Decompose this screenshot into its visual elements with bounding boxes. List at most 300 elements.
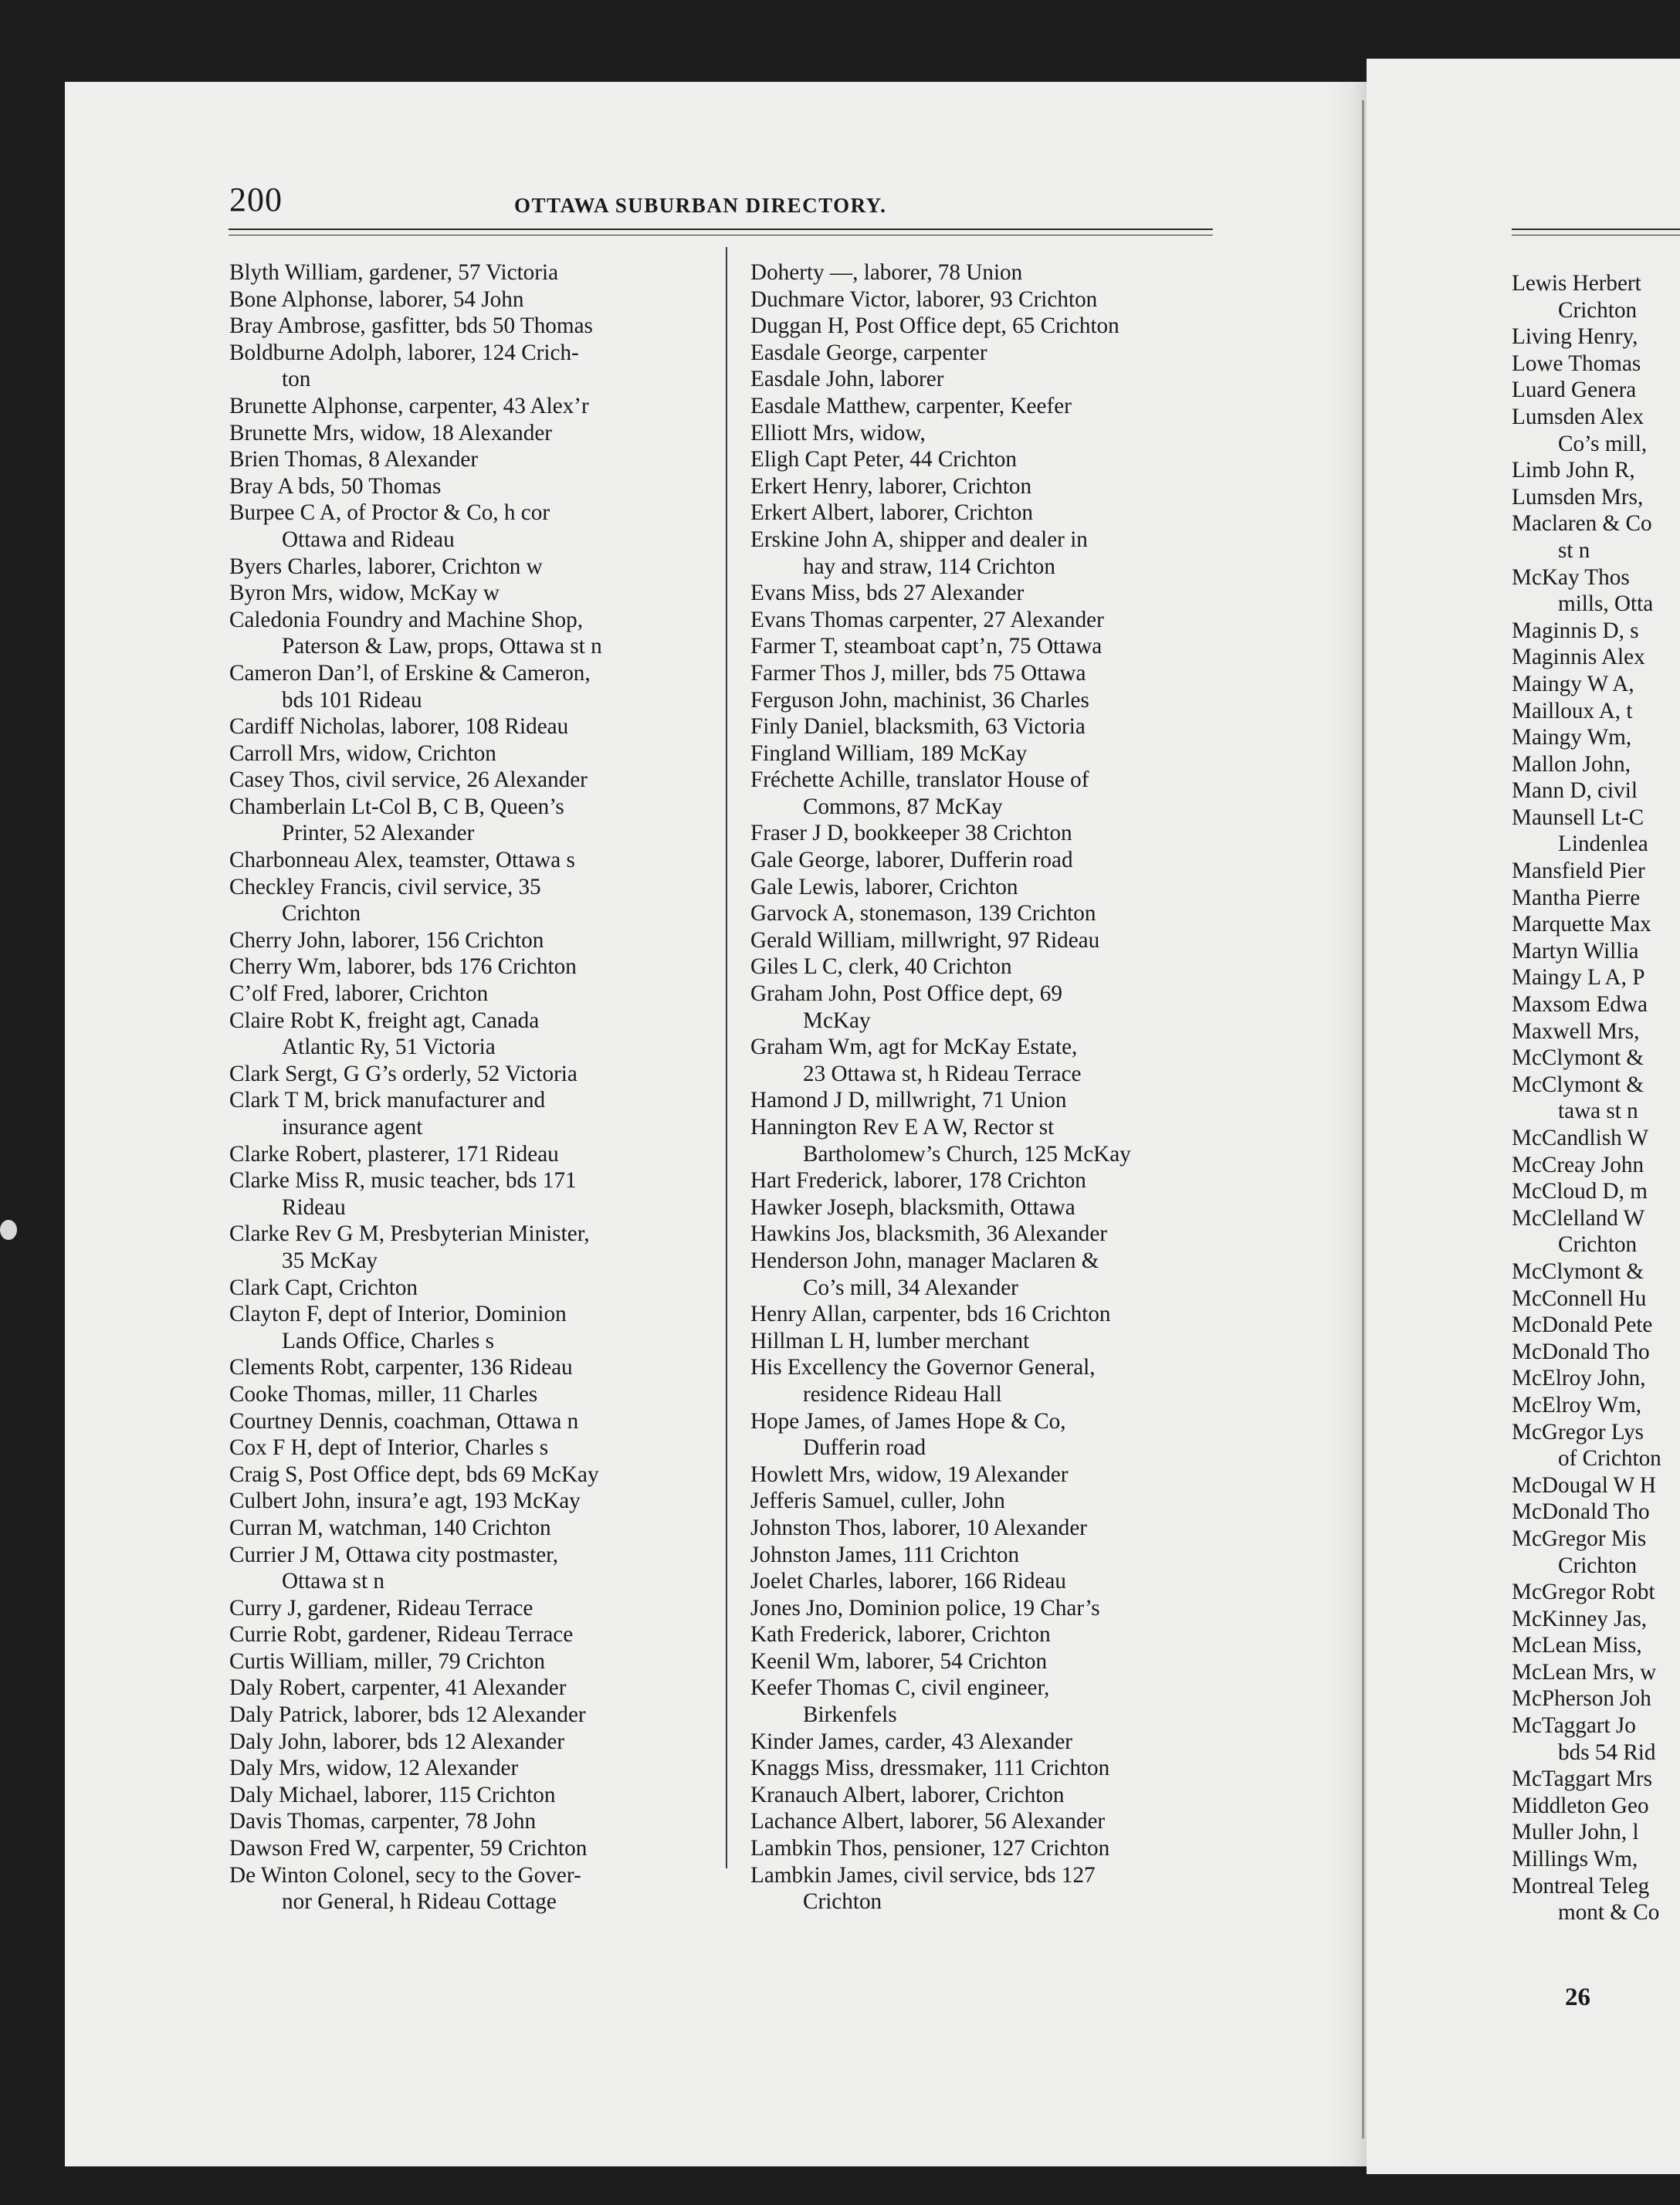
entry-line: Lowe Thomas <box>1512 351 1641 376</box>
entry-line: Jefferis Samuel, culler, John <box>750 1489 1005 1514</box>
directory-entry <box>229 660 602 713</box>
entry-continuation: bds 54 Rid <box>1558 1739 1656 1765</box>
directory-entry <box>750 1488 1131 1515</box>
entry-line: Byers Charles, laborer, Crichton w <box>229 554 543 579</box>
entry-line: McCandlish W <box>1512 1126 1649 1150</box>
entry-line: Maxwell Mrs, <box>1512 1018 1640 1044</box>
entry-line: Byron Mrs, widow, McKay w <box>229 581 500 606</box>
directory-entry <box>229 393 602 420</box>
directory-entry <box>1512 698 1661 725</box>
directory-entry <box>750 1782 1131 1809</box>
entry-line: Johnston Thos, laborer, 10 Alexander <box>750 1515 1088 1540</box>
entry-line: Mallon John, <box>1512 751 1631 777</box>
entry-line: De Winton Colonel, secy to the Gover- <box>229 1862 581 1888</box>
entry-continuation: ton <box>282 367 311 392</box>
entry-line: Garvock A, stonemason, 139 Crichton <box>750 901 1096 926</box>
directory-entry <box>1512 1793 1661 1820</box>
directory-entry <box>750 1034 1131 1087</box>
directory-entry <box>229 1782 602 1809</box>
directory-entry <box>229 580 602 607</box>
directory-entry <box>1512 1392 1661 1419</box>
directory-entry <box>229 313 602 340</box>
entry-continuation: of Crichton <box>1558 1446 1661 1472</box>
directory-entry <box>750 340 1131 367</box>
directory-entry <box>229 473 602 500</box>
entry-continuation: residence Rideau Hall <box>803 1381 1002 1407</box>
entry-continuation: bds 101 Rideau <box>282 687 422 713</box>
directory-entry <box>229 286 602 313</box>
entry-line: Muller John, l <box>1512 1820 1639 1845</box>
directory-entry <box>750 1462 1131 1489</box>
directory-entry <box>229 607 602 660</box>
directory-entry <box>1512 351 1661 378</box>
entry-continuation: Lindenlea <box>1558 832 1648 857</box>
entry-line: Cherry Wm, laborer, bds 176 Crichton <box>229 954 577 980</box>
signature-mark: 26 <box>1565 1983 1590 2011</box>
entry-line: McDonald Tho <box>1512 1499 1650 1525</box>
header-rule-top <box>229 229 1213 230</box>
entry-line: Graham Wm, agt for McKay Estate, <box>750 1035 1078 1060</box>
directory-entry <box>750 446 1131 473</box>
entry-line: Boldburne Adolph, laborer, 124 Crich- <box>229 340 579 365</box>
directory-entry <box>229 1515 602 1542</box>
entry-line: Erskine John A, shipper and dealer in <box>750 527 1088 552</box>
directory-entry <box>750 259 1131 286</box>
entry-continuation: Printer, 52 Alexander <box>282 821 475 846</box>
entry-line: Brunette Mrs, widow, 18 Alexander <box>229 420 553 445</box>
entry-line: Eligh Capt Peter, 44 Crichton <box>750 447 1017 472</box>
entry-line: Bray A bds, 50 Thomas <box>229 473 442 499</box>
directory-entry <box>229 1167 602 1221</box>
entry-line: Jones Jno, Dominion police, 19 Char’s <box>750 1595 1100 1621</box>
directory-entry <box>750 1194 1131 1221</box>
entry-continuation: McKay <box>803 1008 871 1033</box>
directory-entry <box>229 713 602 740</box>
directory-entry <box>229 446 602 473</box>
entry-line: Limb John R, <box>1512 458 1635 483</box>
directory-entry <box>1512 1285 1661 1312</box>
directory-entry <box>229 953 602 981</box>
entry-line: Gale Lewis, laborer, Crichton <box>750 874 1018 899</box>
directory-entry <box>750 1835 1131 1862</box>
entry-line: Doherty —, laborer, 78 Union <box>750 260 1023 285</box>
directory-entry <box>1512 270 1661 323</box>
directory-entry <box>229 1408 602 1435</box>
entry-line: Marquette Max <box>1512 912 1651 937</box>
entry-line: Lambkin James, civil service, bds 127 <box>750 1862 1096 1888</box>
entry-line: Easdale George, carpenter <box>750 340 987 365</box>
entry-line: McDonald Pete <box>1512 1312 1653 1338</box>
directory-entry <box>750 393 1131 420</box>
entry-line: Carroll Mrs, widow, Crichton <box>229 740 496 766</box>
directory-entry <box>1512 777 1661 804</box>
entry-line: McLean Miss, <box>1512 1633 1642 1658</box>
directory-entry <box>750 1408 1131 1462</box>
directory-entry <box>750 286 1131 313</box>
directory-entry <box>1512 404 1661 457</box>
entry-continuation: Ottawa st n <box>282 1569 384 1594</box>
entry-line: Cameron Dan’l, of Erskine & Cameron, <box>229 660 591 686</box>
directory-entry <box>229 1755 602 1782</box>
entry-line: McPherson Joh <box>1512 1686 1651 1712</box>
directory-entry <box>750 1114 1131 1167</box>
entry-continuation: Lands Office, Charles s <box>282 1328 495 1353</box>
directory-entry <box>750 767 1131 820</box>
entry-line: McGregor Lys <box>1512 1419 1644 1445</box>
entry-line: Maginnis Alex <box>1512 645 1645 670</box>
directory-entry <box>1512 1766 1661 1793</box>
directory-entry <box>1512 724 1661 751</box>
directory-entry <box>229 740 602 767</box>
entry-line: McDougal W H <box>1512 1472 1656 1498</box>
directory-entry <box>750 927 1131 954</box>
directory-entry <box>750 953 1131 981</box>
directory-entry <box>1512 1712 1661 1766</box>
entry-line: McClelland W <box>1512 1205 1645 1231</box>
running-title: OTTAWA SUBURBAN DIRECTORY. <box>514 194 887 217</box>
entry-line: Currier J M, Ottawa city postmaster, <box>229 1542 559 1567</box>
entry-line: Maingy W A, <box>1512 671 1634 696</box>
directory-entry <box>750 313 1131 340</box>
directory-entry <box>1512 1018 1661 1045</box>
entry-line: Erkert Henry, laborer, Crichton <box>750 473 1032 499</box>
directory-entry <box>1512 377 1661 404</box>
entry-continuation: Bartholomew’s Church, 125 McKay <box>803 1141 1131 1167</box>
directory-entry <box>750 687 1131 714</box>
directory-entry <box>750 1862 1131 1915</box>
directory-entry <box>229 1702 602 1729</box>
entry-line: Maginnis D, s <box>1512 618 1639 643</box>
directory-entry <box>750 1648 1131 1675</box>
entry-line: McElroy John, <box>1512 1366 1646 1391</box>
entry-line: Elliott Mrs, widow, <box>750 420 926 445</box>
directory-entry <box>1512 1579 1661 1606</box>
directory-entry <box>750 1621 1131 1648</box>
entry-line: Hawker Joseph, blacksmith, Ottawa <box>750 1194 1075 1220</box>
directory-entry <box>1512 1472 1661 1499</box>
directory-entry <box>229 1275 602 1302</box>
entry-line: Kath Frederick, laborer, Crichton <box>750 1622 1051 1648</box>
directory-entry <box>229 1542 602 1595</box>
directory-entry <box>1512 644 1661 671</box>
entry-line: Curran M, watchman, 140 Crichton <box>229 1515 551 1540</box>
entry-line: Dawson Fred W, carpenter, 59 Crichton <box>229 1836 588 1861</box>
directory-entry <box>1512 804 1661 858</box>
entry-line: Hope James, of James Hope & Co, <box>750 1408 1066 1434</box>
entry-line: His Excellency the Governor General, <box>750 1355 1096 1380</box>
entry-line: Lambkin Thos, pensioner, 127 Crichton <box>750 1836 1110 1861</box>
directory-entry <box>1512 858 1661 885</box>
entry-line: Fraser J D, bookkeeper 38 Crichton <box>750 821 1072 846</box>
entry-line: Curtis William, miller, 79 Crichton <box>229 1648 545 1674</box>
directory-entry <box>750 1542 1131 1569</box>
directory-entry <box>229 420 602 447</box>
column-divider <box>726 247 727 1868</box>
entry-line: McClymont & <box>1512 1045 1644 1071</box>
entry-line: Millings Wm, <box>1512 1847 1638 1872</box>
directory-entry <box>750 1087 1131 1114</box>
entry-line: Duggan H, Post Office dept, 65 Crichton <box>750 313 1119 339</box>
entry-line: Martyn Willia <box>1512 938 1639 964</box>
entry-line: Mantha Pierre <box>1512 885 1641 910</box>
directory-entry <box>229 259 602 286</box>
entry-line: Lumsden Alex <box>1512 404 1644 429</box>
directory-entry <box>1512 1873 1661 1926</box>
entry-line: McKinney Jas, <box>1512 1606 1648 1631</box>
entry-line: Keefer Thomas C, civil engineer, <box>750 1675 1050 1701</box>
directory-entry <box>1512 510 1661 564</box>
entry-line: Maingy Wm, <box>1512 725 1632 750</box>
entry-line: Fréchette Achille, translator House of <box>750 767 1089 793</box>
entry-line: Blyth William, gardener, 57 Victoria <box>229 260 559 285</box>
entry-line: Lachance Albert, laborer, 56 Alexander <box>750 1809 1106 1834</box>
entry-line: Knaggs Miss, dressmaker, 111 Crichton <box>750 1756 1110 1781</box>
directory-entry <box>229 1301 602 1354</box>
entry-line: Luard Genera <box>1512 378 1637 403</box>
directory-entry <box>1512 1125 1661 1152</box>
entry-line: Daly Michael, laborer, 115 Crichton <box>229 1782 556 1807</box>
directory-entry <box>1512 1419 1661 1472</box>
entry-line: Easdale Matthew, carpenter, Keefer <box>750 393 1072 418</box>
directory-entry <box>229 1729 602 1756</box>
entry-line: Fingland William, 189 McKay <box>750 740 1028 766</box>
entry-line: Hart Frederick, laborer, 178 Crichton <box>750 1168 1086 1194</box>
directory-column-middle <box>750 259 1131 1915</box>
entry-line: Claire Robt K, freight agt, Canada <box>229 1008 540 1033</box>
entry-continuation: mont & Co <box>1558 1900 1660 1926</box>
directory-entry <box>750 1515 1131 1542</box>
entry-line: Ferguson John, machinist, 36 Charles <box>750 687 1089 713</box>
directory-entry <box>750 633 1131 660</box>
entry-line: Maingy L A, P <box>1512 965 1645 991</box>
entry-continuation: Crichton <box>1558 297 1638 323</box>
entry-line: Brien Thomas, 8 Alexander <box>229 447 479 472</box>
entry-continuation: Crichton <box>282 901 361 926</box>
entry-continuation: Crichton <box>1558 1553 1638 1578</box>
directory-entry <box>750 607 1131 634</box>
directory-entry <box>1512 1499 1661 1526</box>
directory-entry <box>1512 1632 1661 1659</box>
directory-entry <box>1512 751 1661 778</box>
directory-entry <box>229 1008 602 1061</box>
entry-line: Culbert John, insura’e agt, 193 McKay <box>229 1489 581 1514</box>
directory-entry <box>229 554 602 581</box>
entry-line: Mansfield Pier <box>1512 859 1645 884</box>
directory-entry <box>229 1462 602 1489</box>
directory-entry <box>1512 938 1661 965</box>
entry-line: Finly Daniel, blacksmith, 63 Victoria <box>750 714 1086 740</box>
directory-entry <box>1512 1152 1661 1179</box>
entry-line: Maunsell Lt-C <box>1512 804 1644 830</box>
directory-entry <box>750 660 1131 687</box>
entry-line: Charbonneau Alex, teamster, Ottawa s <box>229 848 575 873</box>
directory-entry <box>229 1648 602 1675</box>
entry-continuation: Ottawa and Rideau <box>282 527 455 552</box>
entry-line: Clark Capt, Crichton <box>229 1275 418 1300</box>
directory-entry <box>750 1354 1131 1407</box>
entry-line: Easdale John, laborer <box>750 367 944 392</box>
entry-line: McTaggart Jo <box>1512 1713 1636 1739</box>
directory-entry <box>229 340 602 393</box>
directory-entry <box>1512 991 1661 1018</box>
entry-line: McGregor Robt <box>1512 1580 1655 1605</box>
entry-continuation: tawa st n <box>1558 1099 1638 1124</box>
entry-line: McTaggart Mrs <box>1512 1766 1652 1792</box>
entry-line: Montreal Teleg <box>1512 1873 1650 1898</box>
directory-entry <box>229 1621 602 1648</box>
entry-line: Lumsden Mrs, <box>1512 484 1644 510</box>
entry-line: Currie Robt, gardener, Rideau Terrace <box>229 1622 574 1648</box>
entry-line: McConnell Hu <box>1512 1285 1647 1311</box>
directory-entry <box>229 1354 602 1381</box>
directory-entry <box>229 500 602 553</box>
directory-entry <box>750 847 1131 874</box>
directory-entry <box>1512 618 1661 645</box>
directory-entry <box>750 420 1131 447</box>
directory-entry <box>229 1381 602 1408</box>
entry-line: Henry Allan, carpenter, bds 16 Crichton <box>750 1302 1111 1327</box>
directory-entry <box>229 767 602 794</box>
entry-line: Gerald William, millwright, 97 Rideau <box>750 927 1100 953</box>
entry-continuation: Rideau <box>282 1194 346 1220</box>
entry-continuation: hay and straw, 114 Crichton <box>803 554 1055 579</box>
directory-entry <box>750 981 1131 1034</box>
directory-entry <box>750 1675 1131 1728</box>
entry-continuation: st n <box>1558 537 1590 563</box>
entry-line: Chamberlain Lt-Col B, C B, Queen’s <box>229 794 564 819</box>
directory-entry <box>1512 1606 1661 1633</box>
directory-entry <box>750 874 1131 901</box>
directory-entry <box>750 1248 1131 1301</box>
directory-entry <box>1512 1045 1661 1072</box>
directory-entry <box>1512 1659 1661 1686</box>
entry-line: Brunette Alphonse, carpenter, 43 Alex’r <box>229 393 589 418</box>
entry-line: Gale George, laborer, Dufferin road <box>750 848 1073 873</box>
directory-entry <box>1512 564 1661 618</box>
page-number: 200 <box>229 181 283 218</box>
entry-line: Daly Patrick, laborer, bds 12 Alexander <box>229 1702 586 1728</box>
directory-entry <box>750 1595 1131 1622</box>
directory-entry <box>1512 1178 1661 1205</box>
directory-entry <box>1512 964 1661 991</box>
directory-entry <box>1512 1205 1661 1258</box>
directory-entry <box>229 1595 602 1622</box>
paper-blemish <box>0 1220 17 1240</box>
directory-entry <box>229 1434 602 1462</box>
entry-line: Graham John, Post Office dept, 69 <box>750 981 1062 1007</box>
entry-line: Living Henry, <box>1512 324 1638 350</box>
entry-line: Maclaren & Co <box>1512 511 1652 537</box>
entry-line: Kranauch Albert, laborer, Crichton <box>750 1782 1065 1807</box>
entry-line: McLean Mrs, w <box>1512 1659 1657 1685</box>
entry-line: Bray Ambrose, gasfitter, bds 50 Thomas <box>229 313 593 339</box>
directory-entry <box>229 1675 602 1702</box>
directory-entry <box>229 1087 602 1140</box>
entry-line: Henderson John, manager Maclaren & <box>750 1248 1099 1273</box>
entry-line: Casey Thos, civil service, 26 Alexander <box>229 767 588 793</box>
directory-entry <box>750 1808 1131 1835</box>
entry-line: Checkley Francis, civil service, 35 <box>229 874 541 899</box>
entry-line: McKay Thos <box>1512 564 1630 590</box>
entry-line: Lewis Herbert <box>1512 271 1641 296</box>
entry-line: McGregor Mis <box>1512 1526 1647 1551</box>
binding-edge <box>1362 100 1364 2139</box>
entry-line: Daly Robert, carpenter, 41 Alexander <box>229 1675 567 1701</box>
directory-entry <box>750 1729 1131 1756</box>
directory-entry <box>1512 1846 1661 1873</box>
entry-line: Cox F H, dept of Interior, Charles s <box>229 1435 549 1461</box>
directory-entry <box>750 740 1131 767</box>
directory-entry <box>229 1061 602 1088</box>
directory-column-right <box>1512 270 1661 1926</box>
entry-line: McClymont & <box>1512 1258 1644 1284</box>
entry-continuation: Commons, 87 McKay <box>803 794 1003 819</box>
entry-line: Clarke Miss R, music teacher, bds 171 <box>229 1168 577 1194</box>
directory-entry <box>750 366 1131 393</box>
entry-continuation: 35 McKay <box>282 1248 378 1273</box>
directory-entry <box>229 794 602 847</box>
entry-line: C’olf Fred, laborer, Crichton <box>229 981 489 1007</box>
entry-line: Cooke Thomas, miller, 11 Charles <box>229 1381 538 1407</box>
entry-line: McDonald Tho <box>1512 1339 1650 1364</box>
directory-entry <box>229 1221 602 1274</box>
right-page-rule-top <box>1512 229 1680 230</box>
directory-entry <box>1512 1312 1661 1339</box>
directory-entry <box>750 713 1131 740</box>
directory-entry <box>1512 1526 1661 1579</box>
directory-entry <box>750 500 1131 527</box>
directory-entry <box>1512 1258 1661 1285</box>
directory-entry <box>229 1141 602 1168</box>
entry-line: Mann D, civil <box>1512 778 1638 804</box>
entry-continuation: insurance agent <box>282 1115 423 1140</box>
entry-line: Erkert Albert, laborer, Crichton <box>750 500 1033 526</box>
entry-continuation: Crichton <box>803 1889 882 1915</box>
entry-line: Evans Miss, bds 27 Alexander <box>750 581 1025 606</box>
entry-line: Clark T M, brick manufacturer and <box>229 1088 546 1113</box>
entry-line: Craig S, Post Office dept, bds 69 McKay <box>229 1462 599 1487</box>
entry-line: Duchmare Victor, laborer, 93 Crichton <box>750 286 1098 312</box>
directory-entry <box>1512 323 1661 351</box>
entry-line: Curry J, gardener, Rideau Terrace <box>229 1595 533 1621</box>
directory-entry <box>750 1301 1131 1328</box>
entry-continuation: Dufferin road <box>803 1435 926 1461</box>
entry-line: Davis Thomas, carpenter, 78 John <box>229 1809 537 1834</box>
directory-entry <box>1512 1685 1661 1712</box>
directory-entry <box>750 900 1131 927</box>
entry-line: Evans Thomas carpenter, 27 Alexander <box>750 607 1104 632</box>
entry-line: Keenil Wm, laborer, 54 Crichton <box>750 1648 1048 1674</box>
entry-line: Hannington Rev E A W, Rector st <box>750 1115 1055 1140</box>
entry-line: McCreay John <box>1512 1152 1644 1177</box>
directory-entry <box>1512 457 1661 484</box>
entry-line: Kinder James, carder, 43 Alexander <box>750 1729 1073 1754</box>
entry-line: Burpee C A, of Proctor & Co, h cor <box>229 500 550 526</box>
directory-entry <box>1512 484 1661 511</box>
entry-line: Daly John, laborer, bds 12 Alexander <box>229 1729 565 1754</box>
directory-entry <box>229 847 602 874</box>
directory-entry <box>750 580 1131 607</box>
directory-entry <box>750 1167 1131 1194</box>
entry-line: Caledonia Foundry and Machine Shop, <box>229 607 584 632</box>
entry-line: Mailloux A, t <box>1512 698 1633 723</box>
entry-line: Courtney Dennis, coachman, Ottawa n <box>229 1408 579 1434</box>
directory-entry <box>229 981 602 1008</box>
entry-continuation: Atlantic Ry, 51 Victoria <box>282 1035 496 1060</box>
entry-line: Hawkins Jos, blacksmith, 36 Alexander <box>750 1221 1108 1247</box>
entry-line: Maxsom Edwa <box>1512 992 1648 1018</box>
entry-line: McElroy Wm, <box>1512 1392 1642 1418</box>
